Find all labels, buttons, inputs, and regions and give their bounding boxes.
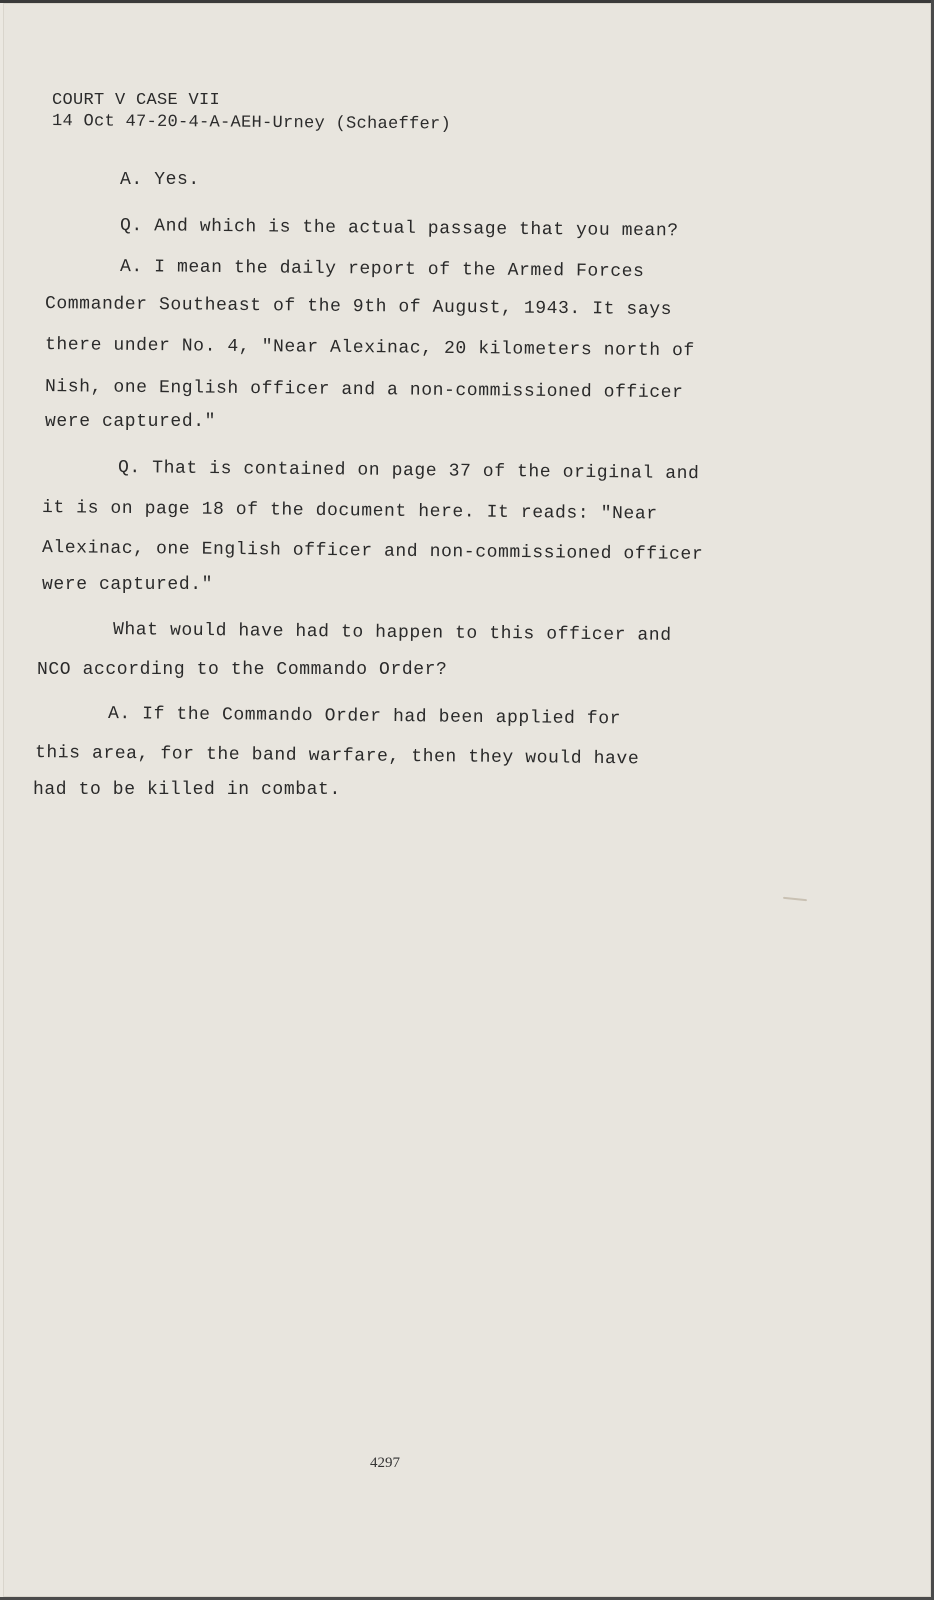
transcript-line: Alexinac, one English officer and non-commissioned officer — [41, 538, 704, 565]
transcript-line: it is on page 18 of the document here. It reads: "Near — [41, 498, 658, 525]
transcript-line: Q. That is contained on page 37 of the original and — [117, 458, 700, 485]
paper-smudge — [783, 897, 807, 901]
header-session-info: 14 Oct 47-20-4-A-AEH-Urney (Schaeffer) — [51, 112, 452, 135]
transcript-line: Q. And which is the actual passage that you mean? — [119, 216, 679, 242]
transcript-line: Commander Southeast of the 9th of August, 1943. It says — [44, 294, 673, 321]
transcript-line: had to be killed in combat. — [33, 780, 341, 800]
transcript-line: this area, for the band warfare, then they would have — [34, 743, 640, 770]
transcript-line: were captured." — [42, 575, 214, 595]
document-page — [3, 3, 931, 1597]
page-number: 4297 — [370, 1455, 400, 1471]
header-court-case: COURT V CASE VII — [52, 91, 221, 110]
transcript-line: there under No. 4, "Near Alexinac, 20 kilometers north of — [44, 335, 695, 362]
transcript-line: Nish, one English officer and a non-commissioned officer — [44, 377, 684, 404]
transcript-line: A. Yes. — [120, 170, 200, 190]
transcript-line: NCO according to the Commando Order? — [37, 660, 448, 680]
transcript-line: What would have had to happen to this officer and — [112, 620, 672, 646]
transcript-line: A. If the Commando Order had been applied for — [107, 704, 622, 730]
transcript-line: A. I mean the daily report of the Armed Forces — [119, 257, 645, 283]
document-header — [51, 90, 452, 135]
transcript-line: were captured." — [45, 412, 217, 432]
